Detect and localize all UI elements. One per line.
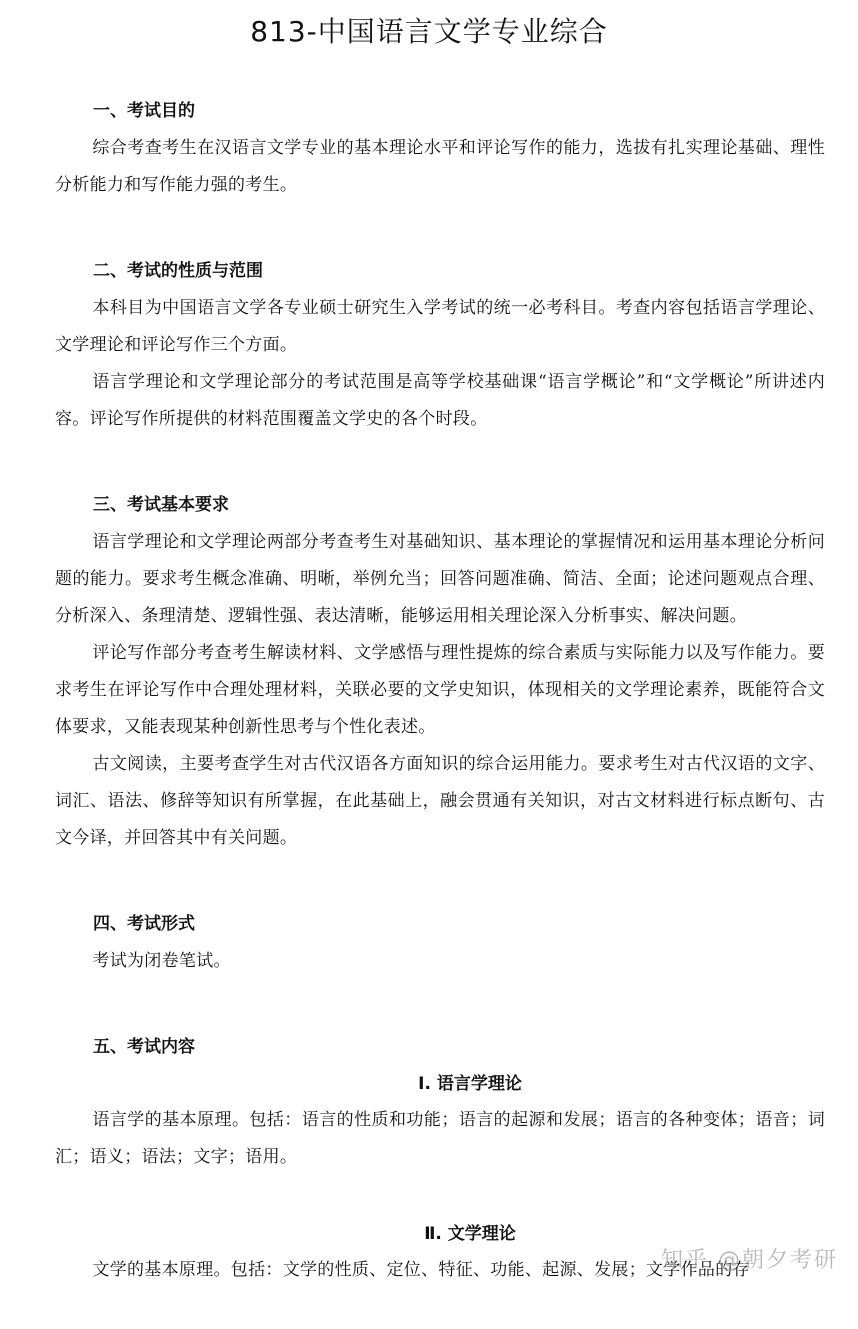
section-heading: 三、考试基本要求 — [93, 495, 229, 515]
watermark-text: 知乎 @朝夕考研 — [661, 1248, 838, 1273]
section-exam-nature-scope — [55, 254, 825, 438]
section-exam-purpose — [55, 94, 825, 204]
document-body — [55, 94, 825, 1329]
paragraph: 语言学的基本原理。包括：语言的性质和功能；语言的起源和发展；语言的各种变体；语音；词汇；语义；语法；文字；语用。 — [55, 1110, 825, 1167]
paragraph: 综合考查考生在汉语言文学专业的基本理论水平和评论写作的能力，选拔有扎实理论基础、理性分析能力和写作能力强的考生。 — [55, 138, 825, 195]
paragraph: 语言学理论和文学理论部分的考试范围是高等学校基础课“语言学概论”和“文学概论”所讲述内容。评论写作所提供的材料范围覆盖文学史的各个时段。 — [55, 372, 825, 429]
paragraph: 本科目为中国语言文学各专业硕士研究生入学考试的统一必考科目。考查内容包括语言学理论、文学理论和评论写作三个方面。 — [55, 298, 825, 355]
page-title: 813-中国语言文学专业综合 — [250, 15, 608, 48]
paragraph: 考试为闭卷笔试。 — [92, 951, 231, 971]
paragraph: 评论写作部分考查考生解读材料、文学感悟与理性提炼的综合素质与实际能力以及写作能力。要求考生在评论写作中合理处理材料，关联必要的文学史知识，体现相关的文学理论素养，既能符合文体要求，又能表现某种创新性思考与个性化表述。 — [55, 643, 825, 737]
section-heading: 五、考试内容 — [93, 1037, 195, 1057]
subsection-linguistics-theory — [55, 1066, 825, 1176]
paragraph: 文学的基本原理。包括：文学的性质、定位、特征、功能、起源、发展；文学作品的存 — [92, 1260, 750, 1280]
paragraph: 语言学理论和文学理论两部分考查考生对基础知识、基本理论的掌握情况和运用基本理论分析问题的能力。要求考生概念准确、明晰，举例允当；回答问题准确、简洁、全面；论述问题观点合理、分析深入、条理清楚、逻辑性强、表达清晰，能够运用相关理论深入分析事实、解决问题。 — [55, 532, 825, 626]
section-exam-format — [55, 907, 825, 980]
subsection-heading: Ⅱ. 文学理论 — [424, 1224, 516, 1244]
section-heading: 一、考试目的 — [93, 101, 195, 121]
paragraph: 古文阅读，主要考查学生对古代汉语各方面知识的综合运用能力。要求考生对古代汉语的文字、词汇、语法、修辞等知识有所掌握，在此基础上，融会贯通有关知识，对古文材料进行标点断句、古文今译，并回答其中有关问题。 — [55, 754, 825, 848]
subsection-heading: Ⅰ. 语言学理论 — [418, 1074, 522, 1094]
section-heading: 二、考试的性质与范围 — [93, 261, 263, 281]
section-heading: 四、考试形式 — [93, 914, 195, 934]
section-basic-requirements — [55, 488, 825, 857]
